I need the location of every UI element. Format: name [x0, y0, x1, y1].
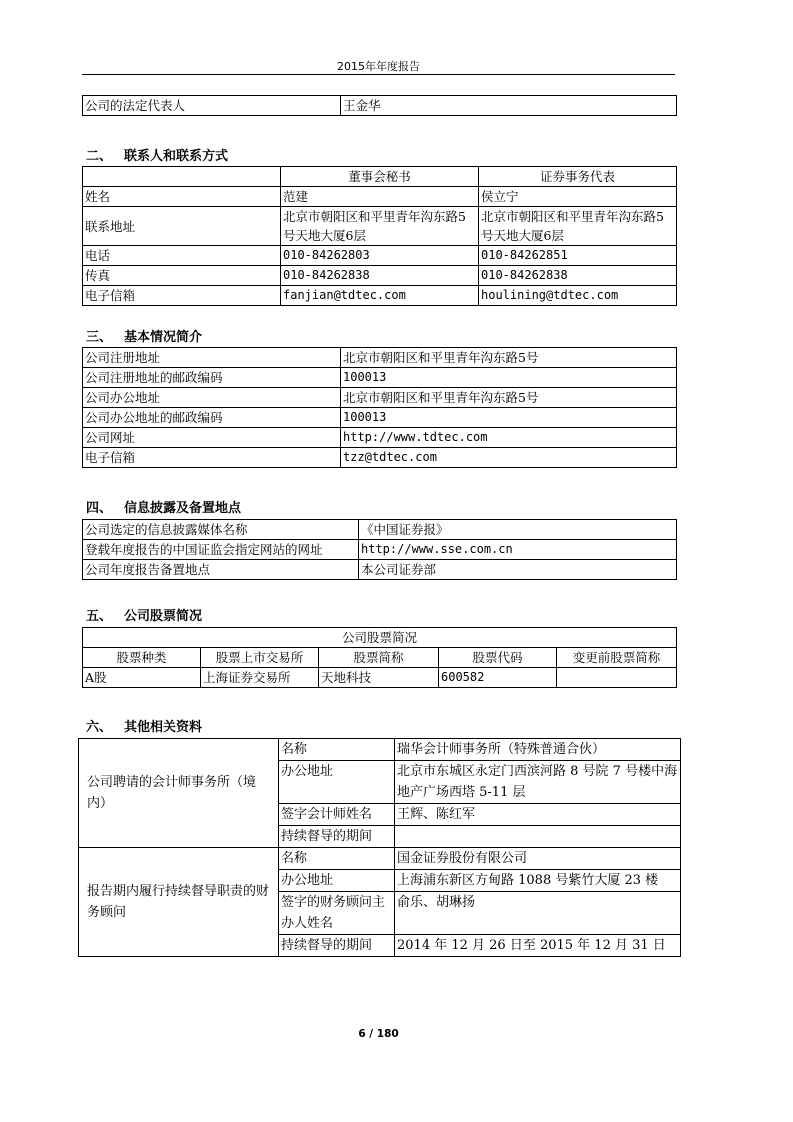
stock-type-cell: A股 — [83, 668, 201, 688]
basic-info-row — [83, 448, 677, 468]
accountant-row — [79, 739, 681, 761]
section-6-text: 其他相关资料 — [124, 720, 203, 735]
page-header: 2015年年度报告 — [337, 60, 420, 73]
contact-header-empty — [83, 167, 281, 187]
basic-info-row — [83, 388, 677, 408]
contact-rep-value: 010-84262838 — [479, 266, 677, 286]
contact-label: 姓名 — [83, 187, 281, 207]
section-3-title — [86, 326, 202, 345]
accountant-field-label: 办公地址 — [279, 761, 395, 804]
accountant-group-label: 公司聘请的会计师事务所（境内） — [79, 739, 279, 848]
contact-label: 联系地址 — [83, 207, 281, 246]
accountant-field-value — [395, 826, 681, 848]
stock-header-row — [83, 648, 677, 668]
basic-info-row — [83, 408, 677, 428]
contact-secretary-value: 范建 — [281, 187, 479, 207]
basic-info-row — [83, 368, 677, 388]
section-6-number: 六、 — [86, 720, 113, 735]
disclosure-value: http://www.sse.com.cn — [359, 540, 677, 560]
accountant-field-label: 签字会计师姓名 — [279, 804, 395, 826]
basic-info-value: 100013 — [341, 368, 677, 388]
legal-rep-label: 公司的法定代表人 — [83, 96, 341, 116]
advisor-field-label: 签字的财务顾问主办人姓名 — [279, 892, 395, 935]
basic-info-label: 公司办公地址 — [83, 388, 341, 408]
basic-info-value: http://www.tdtec.com — [341, 428, 677, 448]
advisor-field-label: 名称 — [279, 848, 395, 870]
page-number: 6 / 180 — [358, 1028, 399, 1040]
disclosure-label: 登载年度报告的中国证监会指定网站的网址 — [83, 540, 359, 560]
contact-rep-value: houlining@tdtec.com — [479, 286, 677, 306]
basic-info-label: 公司网址 — [83, 428, 341, 448]
stock-table — [82, 627, 677, 688]
advisor-field-value: 国金证券股份有限公司 — [395, 848, 681, 870]
contact-label: 传真 — [83, 266, 281, 286]
contact-row-phone — [83, 246, 677, 266]
section-2-title — [86, 145, 228, 164]
advisor-group-label: 报告期内履行持续督导职责的财务顾问 — [79, 848, 279, 957]
disclosure-value: 《中国证券报》 — [359, 520, 677, 540]
disclosure-row — [83, 520, 677, 540]
accountant-field-label: 名称 — [279, 739, 395, 761]
section-5-text: 公司股票简况 — [124, 609, 203, 624]
disclosure-row — [83, 560, 677, 580]
contact-secretary-value: fanjian@tdtec.com — [281, 286, 479, 306]
basic-info-value: 北京市朝阳区和平里青年沟东路5号 — [341, 348, 677, 368]
contact-label: 电子信箱 — [83, 286, 281, 306]
advisor-field-value: 上海浦东新区方甸路 1088 号紫竹大厦 23 楼 — [395, 870, 681, 892]
stock-exchange-cell: 上海证券交易所 — [201, 668, 319, 688]
section-2-text: 联系人和联系方式 — [124, 149, 229, 164]
contact-header-rep: 证券事务代表 — [479, 167, 677, 187]
basic-info-value: tzz@tdtec.com — [341, 448, 677, 468]
contact-secretary-value: 北京市朝阳区和平里青年沟东路5号天地大厦6层 — [281, 207, 479, 246]
advisor-field-label: 办公地址 — [279, 870, 395, 892]
basic-info-label: 电子信箱 — [83, 448, 341, 468]
advisor-field-value: 2014 年 12 月 26 日至 2015 年 12 月 31 日 — [395, 935, 681, 957]
accountant-field-label: 持续督导的期间 — [279, 826, 395, 848]
basic-info-label: 公司办公地址的邮政编码 — [83, 408, 341, 428]
section-4-title — [86, 497, 241, 516]
stock-header-cell: 股票种类 — [83, 648, 201, 668]
contact-row-address — [83, 207, 677, 246]
disclosure-label: 公司选定的信息披露媒体名称 — [83, 520, 359, 540]
advisor-field-value: 俞乐、胡琳扬 — [395, 892, 681, 935]
basic-info-label: 公司注册地址的邮政编码 — [83, 368, 341, 388]
section-5-title — [86, 605, 202, 624]
stock-code-cell: 600582 — [439, 668, 557, 688]
disclosure-value: 本公司证券部 — [359, 560, 677, 580]
accountant-field-value: 北京市东城区永定门西滨河路 8 号院 7 号楼中海地产广场西塔 5-11 层 — [395, 761, 681, 804]
contact-row-fax — [83, 266, 677, 286]
other-info-table — [78, 738, 681, 957]
contact-rep-value: 010-84262851 — [479, 246, 677, 266]
legal-rep-value: 王金华 — [341, 96, 677, 116]
contact-secretary-value: 010-84262803 — [281, 246, 479, 266]
stock-header-cell: 股票上市交易所 — [201, 648, 319, 668]
basic-info-row — [83, 348, 677, 368]
section-3-text: 基本情况简介 — [124, 330, 203, 345]
disclosure-table — [82, 519, 677, 580]
stock-header-cell: 变更前股票简称 — [557, 648, 677, 668]
basic-info-value: 100013 — [341, 408, 677, 428]
basic-info-label: 公司注册地址 — [83, 348, 341, 368]
section-3-number: 三、 — [86, 330, 113, 345]
accountant-field-value: 王辉、陈红军 — [395, 804, 681, 826]
contact-table — [82, 166, 677, 306]
legal-rep-table — [82, 95, 677, 116]
basic-info-value: 北京市朝阳区和平里青年沟东路5号 — [341, 388, 677, 408]
section-5-number: 五、 — [86, 609, 113, 624]
stock-former-name-cell — [557, 668, 677, 688]
header-rule — [82, 74, 675, 75]
contact-secretary-value: 010-84262838 — [281, 266, 479, 286]
contact-row-email — [83, 286, 677, 306]
contact-rep-value: 侯立宁 — [479, 187, 677, 207]
basic-info-row — [83, 428, 677, 448]
stock-header-cell: 股票简称 — [319, 648, 439, 668]
accountant-field-value: 瑞华会计师事务所（特殊普通合伙） — [395, 739, 681, 761]
contact-rep-value: 北京市朝阳区和平里青年沟东路5号天地大厦6层 — [479, 207, 677, 246]
contact-label: 电话 — [83, 246, 281, 266]
section-2-number: 二、 — [86, 149, 113, 164]
contact-row-name — [83, 187, 677, 207]
stock-table-title: 公司股票简况 — [83, 628, 677, 648]
disclosure-row — [83, 540, 677, 560]
basic-info-table — [82, 347, 677, 468]
contact-header-secretary: 董事会秘书 — [281, 167, 479, 187]
stock-short-name-cell: 天地科技 — [319, 668, 439, 688]
contact-header-row — [83, 167, 677, 187]
advisor-row — [79, 848, 681, 870]
section-4-text: 信息披露及备置地点 — [124, 501, 242, 516]
section-6-title — [86, 716, 202, 735]
stock-data-row — [83, 668, 677, 688]
section-4-number: 四、 — [86, 501, 113, 516]
stock-header-cell: 股票代码 — [439, 648, 557, 668]
disclosure-label: 公司年度报告备置地点 — [83, 560, 359, 580]
advisor-field-label: 持续督导的期间 — [279, 935, 395, 957]
